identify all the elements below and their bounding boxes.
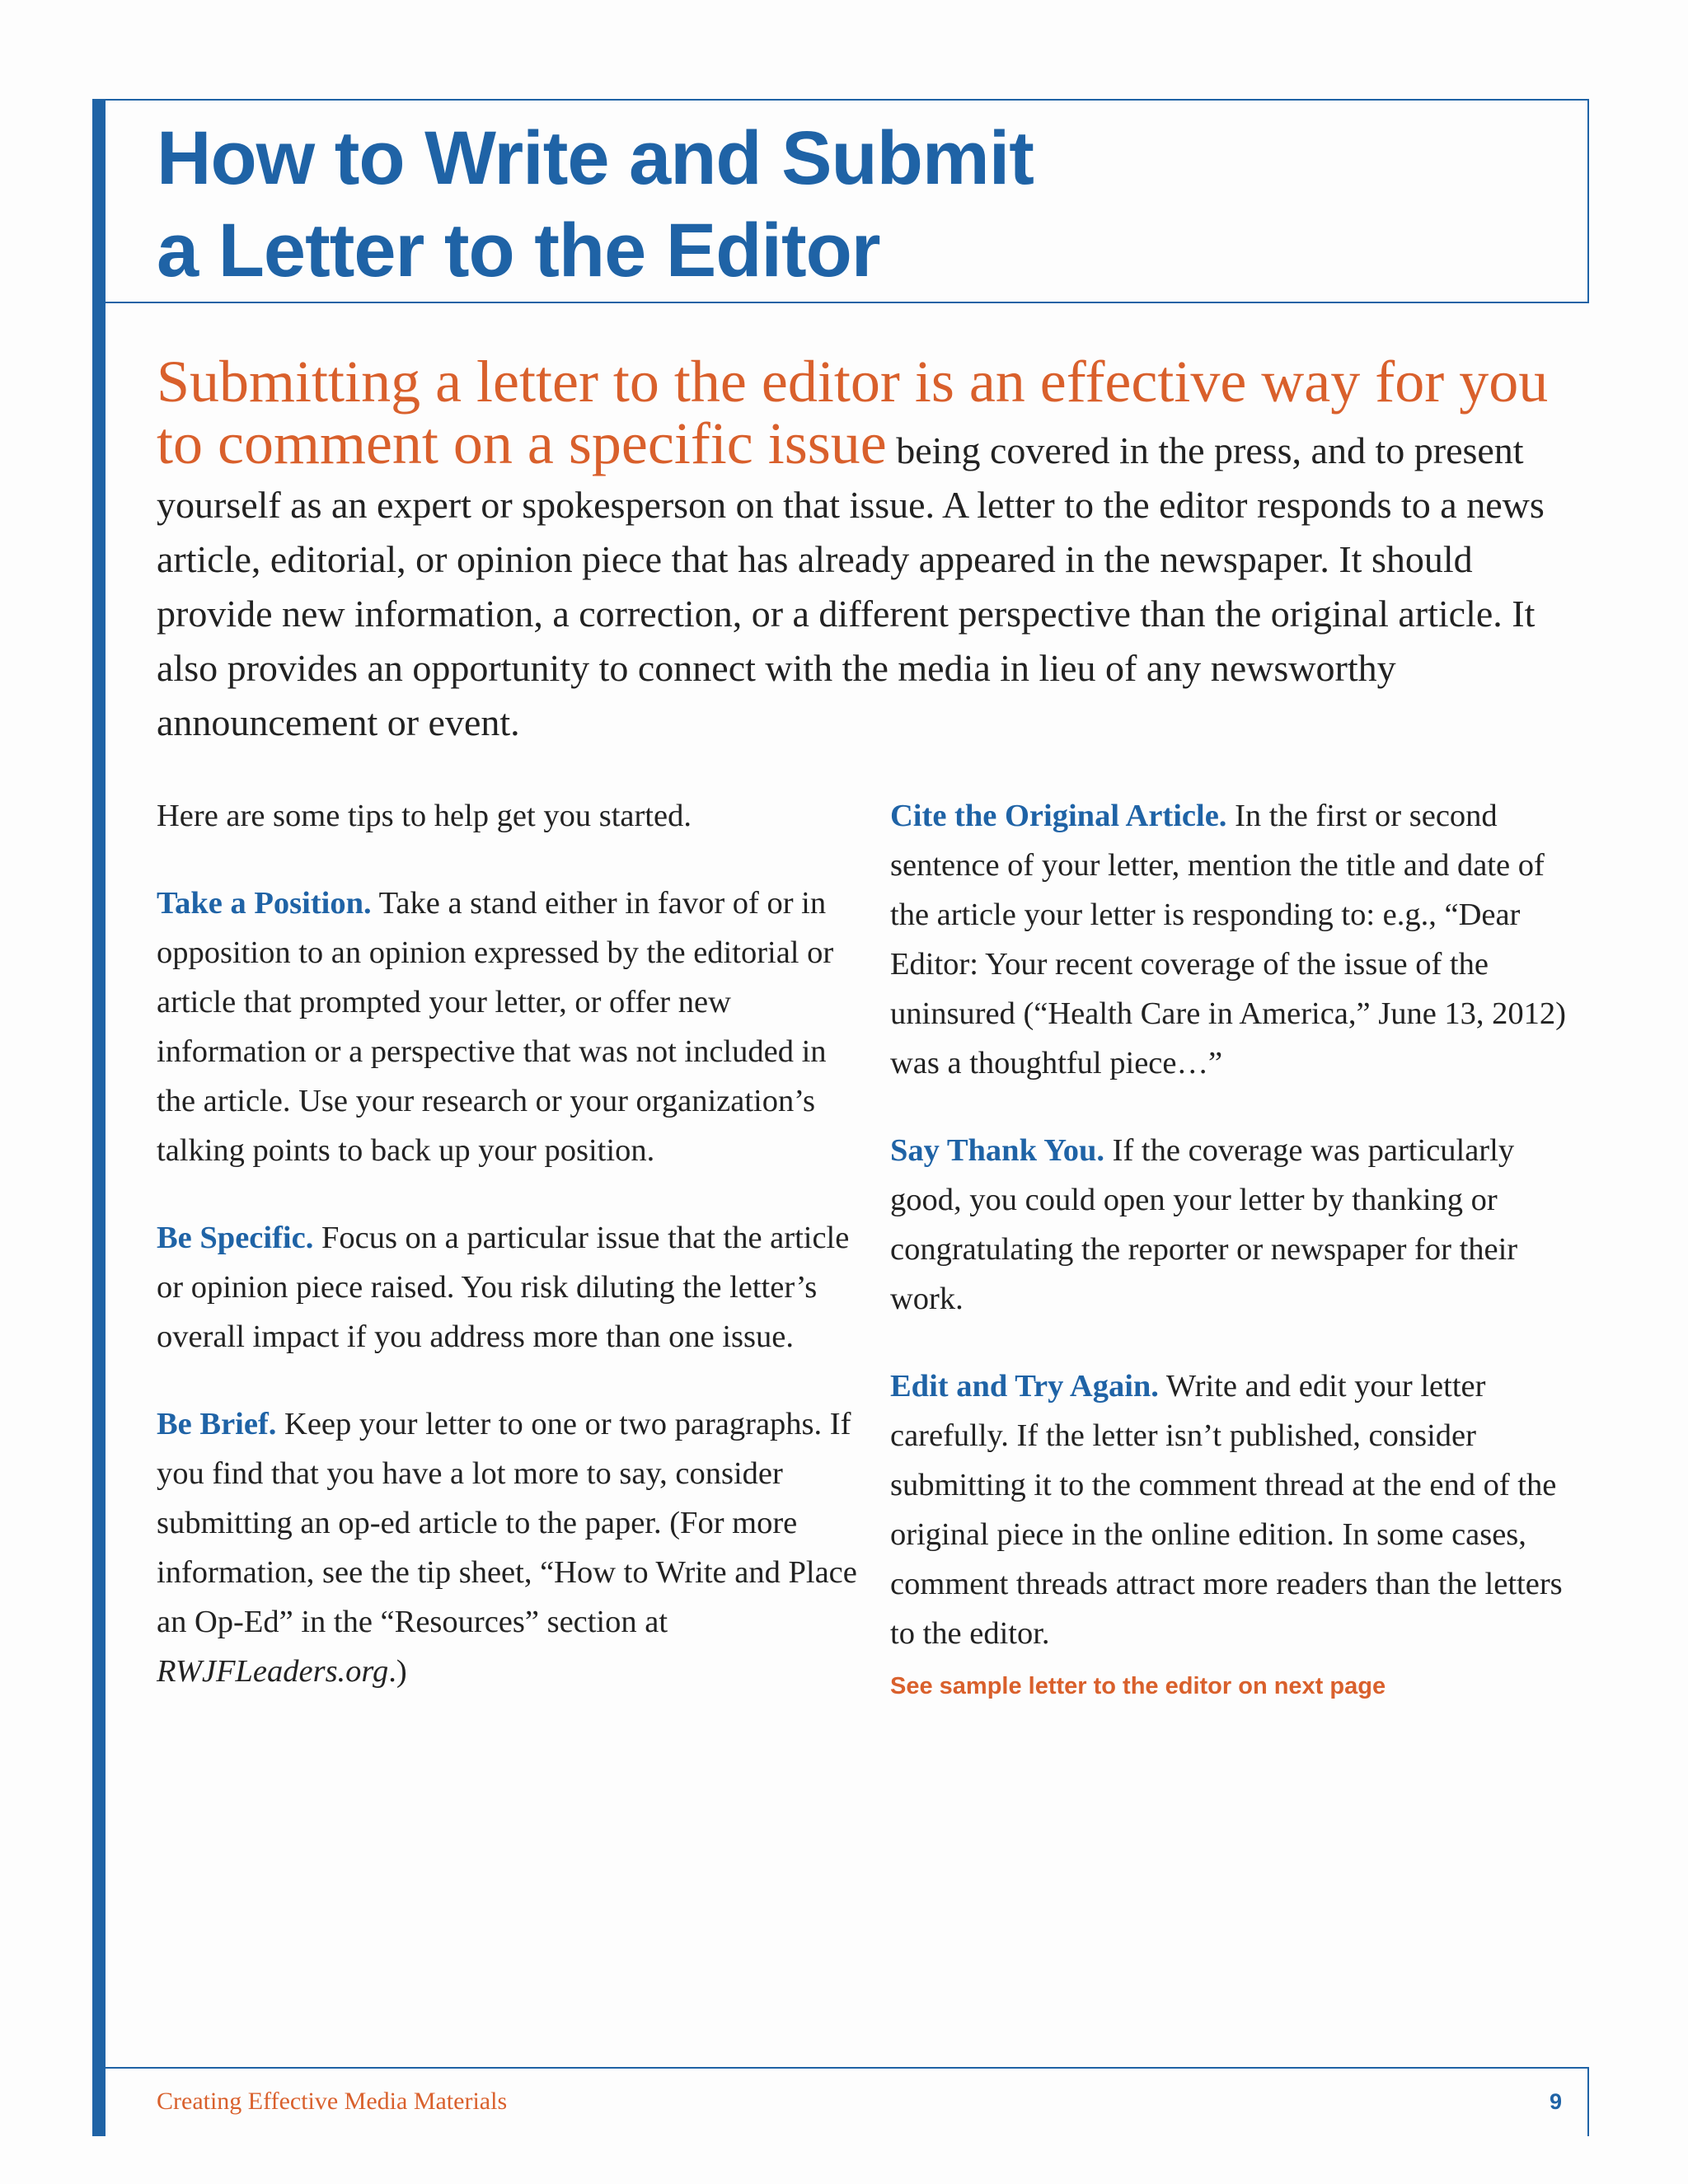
tip-text: Write and edit your letter carefully. If the letter isn’t published, consider submitting it to the comment thread at the end of the original piece in the online edition. In some cases, comment threads attract more readers than the letters to the editor. xyxy=(890,1369,1563,1651)
tip-heading: Be Specific. xyxy=(157,1221,314,1255)
sample-letter-note: See sample letter to the editor on next page xyxy=(890,1673,1386,1699)
page-title xyxy=(157,112,1034,297)
tip-cite-original-article xyxy=(890,791,1591,1088)
tip-heading: Be Brief. xyxy=(157,1407,277,1441)
tip-heading: Take a Position. xyxy=(157,886,372,921)
right-column xyxy=(890,791,1591,1703)
tip-take-a-position xyxy=(157,879,857,1175)
tip-heading: Cite the Original Article. xyxy=(890,799,1227,833)
tip-text: If the coverage was particularly good, you could open your letter by thanking or congratulating the reporter or newspaper for their work. xyxy=(890,1133,1518,1316)
page-title-line-2: a Letter to the Editor xyxy=(157,209,880,293)
page-number: 9 xyxy=(1550,2089,1563,2114)
tip-text: Keep your letter to one or two paragraphs. If you find that you have a lot more to say, consider submitting an op-ed article to the paper. (For more information, see the tip sheet, “How to Write and Place an Op-Ed” in the “Resources” section at xyxy=(157,1407,857,1639)
footer-document-title: Creating Effective Media Materials xyxy=(157,2088,508,2115)
intro-lead: Submitting a letter to the editor is an effective way for you to comment on a specific issue xyxy=(157,349,1549,476)
tip-heading: Edit and Try Again. xyxy=(890,1369,1159,1404)
tip-say-thank-you xyxy=(890,1126,1591,1324)
tips-opener: Here are some tips to help get you started. xyxy=(157,799,692,833)
intro-paragraph xyxy=(157,349,1591,750)
tip-be-specific xyxy=(157,1213,857,1361)
tip-text-end: .) xyxy=(388,1654,407,1689)
left-column xyxy=(157,791,857,1734)
website-reference: RWJFLeaders.org xyxy=(157,1654,389,1689)
intro-body: being covered in the press, and to present yourself as an expert or spokesperson on that issue. A letter to the editor responds to a news article, editorial, or opinion piece that has already appeared in the newspaper. It should provide new information, a correction, or a different perspective than the original article. It also provides an opportunity to connect with the media in lieu of any newsworthy announcement or event. xyxy=(157,429,1545,743)
left-accent-bar xyxy=(92,99,106,2136)
tip-heading: Say Thank You. xyxy=(890,1133,1105,1168)
page-title-line-1: How to Write and Submit xyxy=(157,116,1034,200)
tip-edit-and-try-again xyxy=(890,1361,1591,1658)
tip-text: Focus on a particular issue that the article or opinion piece raised. You risk diluting the letter’s overall impact if you address more than one issue. xyxy=(157,1221,850,1354)
tip-text: Take a stand either in favor of or in opposition to an opinion expressed by the editorial or article that prompted your letter, or offer new information or a perspective that was not included in the article. Use your research or your organization’s talking points to back up your position. xyxy=(157,886,834,1168)
tip-be-brief xyxy=(157,1399,857,1696)
tip-text: In the first or second sentence of your letter, mention the title and date of the article your letter is responding to: e.g., “Dear Editor: Your recent coverage of the issue of the uninsured (“Health Care in America,” June 13, 2012) was a thoughtful piece…” xyxy=(890,799,1567,1080)
